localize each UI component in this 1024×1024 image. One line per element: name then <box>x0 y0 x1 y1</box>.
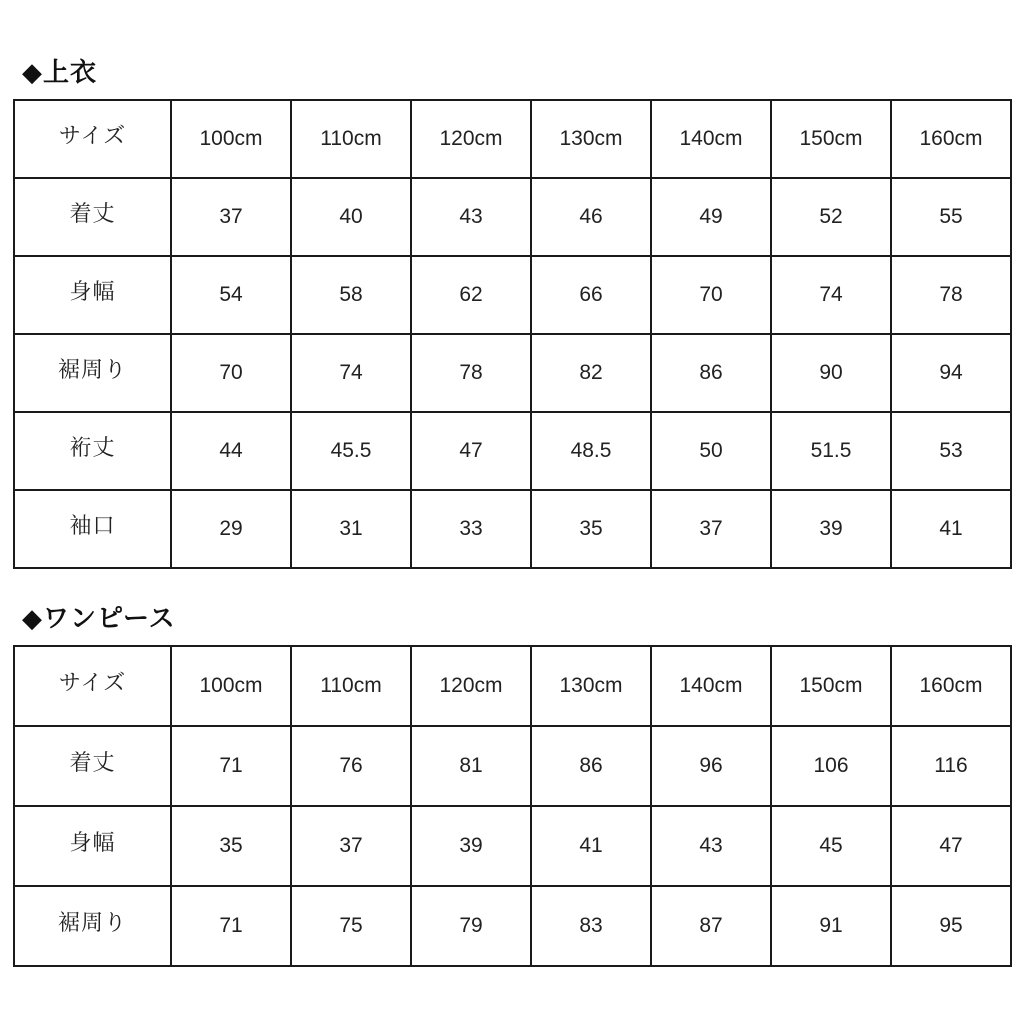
measurement-value: 54 <box>171 256 291 334</box>
measurement-value: 41 <box>891 490 1011 568</box>
measurement-label: 裾周り <box>57 910 127 936</box>
measurement-value: 47 <box>411 412 531 490</box>
measurement-value: 75 <box>291 886 411 966</box>
measurement-value: 83 <box>531 886 651 966</box>
size-header-label: サイズ <box>58 123 127 149</box>
size-column-header: 130cm <box>531 100 651 178</box>
measurement-value: 87 <box>651 886 771 966</box>
measurement-value: 39 <box>411 806 531 886</box>
measurement-value: 90 <box>771 334 891 412</box>
size-column-header: 100cm <box>171 646 291 726</box>
measurement-label-cell <box>14 256 171 334</box>
measurement-value: 74 <box>771 256 891 334</box>
measurement-value: 82 <box>531 334 651 412</box>
size-column-header: 160cm <box>891 646 1011 726</box>
size-column-header: 100cm <box>171 100 291 178</box>
table-row <box>14 886 1011 966</box>
dress-header-row <box>14 646 1011 726</box>
size-header-cell <box>14 100 171 178</box>
measurement-label: 袖口 <box>69 513 116 539</box>
measurement-value: 35 <box>531 490 651 568</box>
measurement-label-cell <box>14 806 171 886</box>
measurement-label-cell <box>14 178 171 256</box>
measurement-label: 裄丈 <box>69 435 116 461</box>
dress-size-table <box>13 645 1012 967</box>
measurement-label: 着丈 <box>69 201 116 227</box>
size-column-header: 150cm <box>771 100 891 178</box>
size-column-header: 140cm <box>651 100 771 178</box>
measurement-value: 79 <box>411 886 531 966</box>
size-header-cell <box>14 646 171 726</box>
measurement-value: 33 <box>411 490 531 568</box>
measurement-value: 39 <box>771 490 891 568</box>
dress-section-title: ◆ワンピース <box>22 604 176 634</box>
size-column-header: 120cm <box>411 100 531 178</box>
measurement-value: 62 <box>411 256 531 334</box>
measurement-value: 41 <box>531 806 651 886</box>
measurement-value: 81 <box>411 726 531 806</box>
measurement-label: 身幅 <box>69 279 116 305</box>
measurement-label-cell <box>14 412 171 490</box>
measurement-value: 91 <box>771 886 891 966</box>
size-column-header: 160cm <box>891 100 1011 178</box>
table-row <box>14 256 1011 334</box>
measurement-value: 78 <box>891 256 1011 334</box>
measurement-value: 37 <box>291 806 411 886</box>
table-row <box>14 334 1011 412</box>
size-column-header: 130cm <box>531 646 651 726</box>
tops-size-table <box>13 99 1012 569</box>
measurement-label-cell <box>14 334 171 412</box>
measurement-value: 58 <box>291 256 411 334</box>
measurement-label-cell <box>14 490 171 568</box>
measurement-label: 裾周り <box>57 357 127 383</box>
measurement-value: 70 <box>171 334 291 412</box>
measurement-value: 86 <box>651 334 771 412</box>
measurement-value: 71 <box>171 886 291 966</box>
measurement-value: 40 <box>291 178 411 256</box>
measurement-value: 116 <box>891 726 1011 806</box>
measurement-value: 44 <box>171 412 291 490</box>
measurement-label-cell <box>14 886 171 966</box>
measurement-value: 45.5 <box>291 412 411 490</box>
measurement-value: 86 <box>531 726 651 806</box>
measurement-label: 着丈 <box>69 750 116 776</box>
measurement-value: 95 <box>891 886 1011 966</box>
tops-header-row <box>14 100 1011 178</box>
measurement-value: 53 <box>891 412 1011 490</box>
size-column-header: 120cm <box>411 646 531 726</box>
measurement-value: 70 <box>651 256 771 334</box>
measurement-value: 45 <box>771 806 891 886</box>
measurement-label: 身幅 <box>69 830 116 856</box>
measurement-value: 74 <box>291 334 411 412</box>
measurement-value: 55 <box>891 178 1011 256</box>
measurement-value: 50 <box>651 412 771 490</box>
measurement-value: 46 <box>531 178 651 256</box>
size-column-header: 110cm <box>291 100 411 178</box>
table-row <box>14 490 1011 568</box>
table-row <box>14 726 1011 806</box>
size-column-header: 110cm <box>291 646 411 726</box>
measurement-label-cell <box>14 726 171 806</box>
measurement-value: 48.5 <box>531 412 651 490</box>
measurement-value: 52 <box>771 178 891 256</box>
measurement-value: 43 <box>411 178 531 256</box>
table-row <box>14 806 1011 886</box>
measurement-value: 96 <box>651 726 771 806</box>
measurement-value: 37 <box>171 178 291 256</box>
measurement-value: 78 <box>411 334 531 412</box>
measurement-value: 51.5 <box>771 412 891 490</box>
size-column-header: 140cm <box>651 646 771 726</box>
measurement-value: 37 <box>651 490 771 568</box>
size-column-header: 150cm <box>771 646 891 726</box>
measurement-value: 76 <box>291 726 411 806</box>
measurement-value: 31 <box>291 490 411 568</box>
tops-section-title: ◆上衣 <box>22 58 97 88</box>
measurement-value: 35 <box>171 806 291 886</box>
measurement-value: 43 <box>651 806 771 886</box>
measurement-value: 29 <box>171 490 291 568</box>
measurement-value: 94 <box>891 334 1011 412</box>
measurement-value: 71 <box>171 726 291 806</box>
measurement-value: 106 <box>771 726 891 806</box>
measurement-value: 47 <box>891 806 1011 886</box>
table-row <box>14 178 1011 256</box>
measurement-value: 49 <box>651 178 771 256</box>
table-row <box>14 412 1011 490</box>
size-header-label: サイズ <box>58 670 127 696</box>
measurement-value: 66 <box>531 256 651 334</box>
